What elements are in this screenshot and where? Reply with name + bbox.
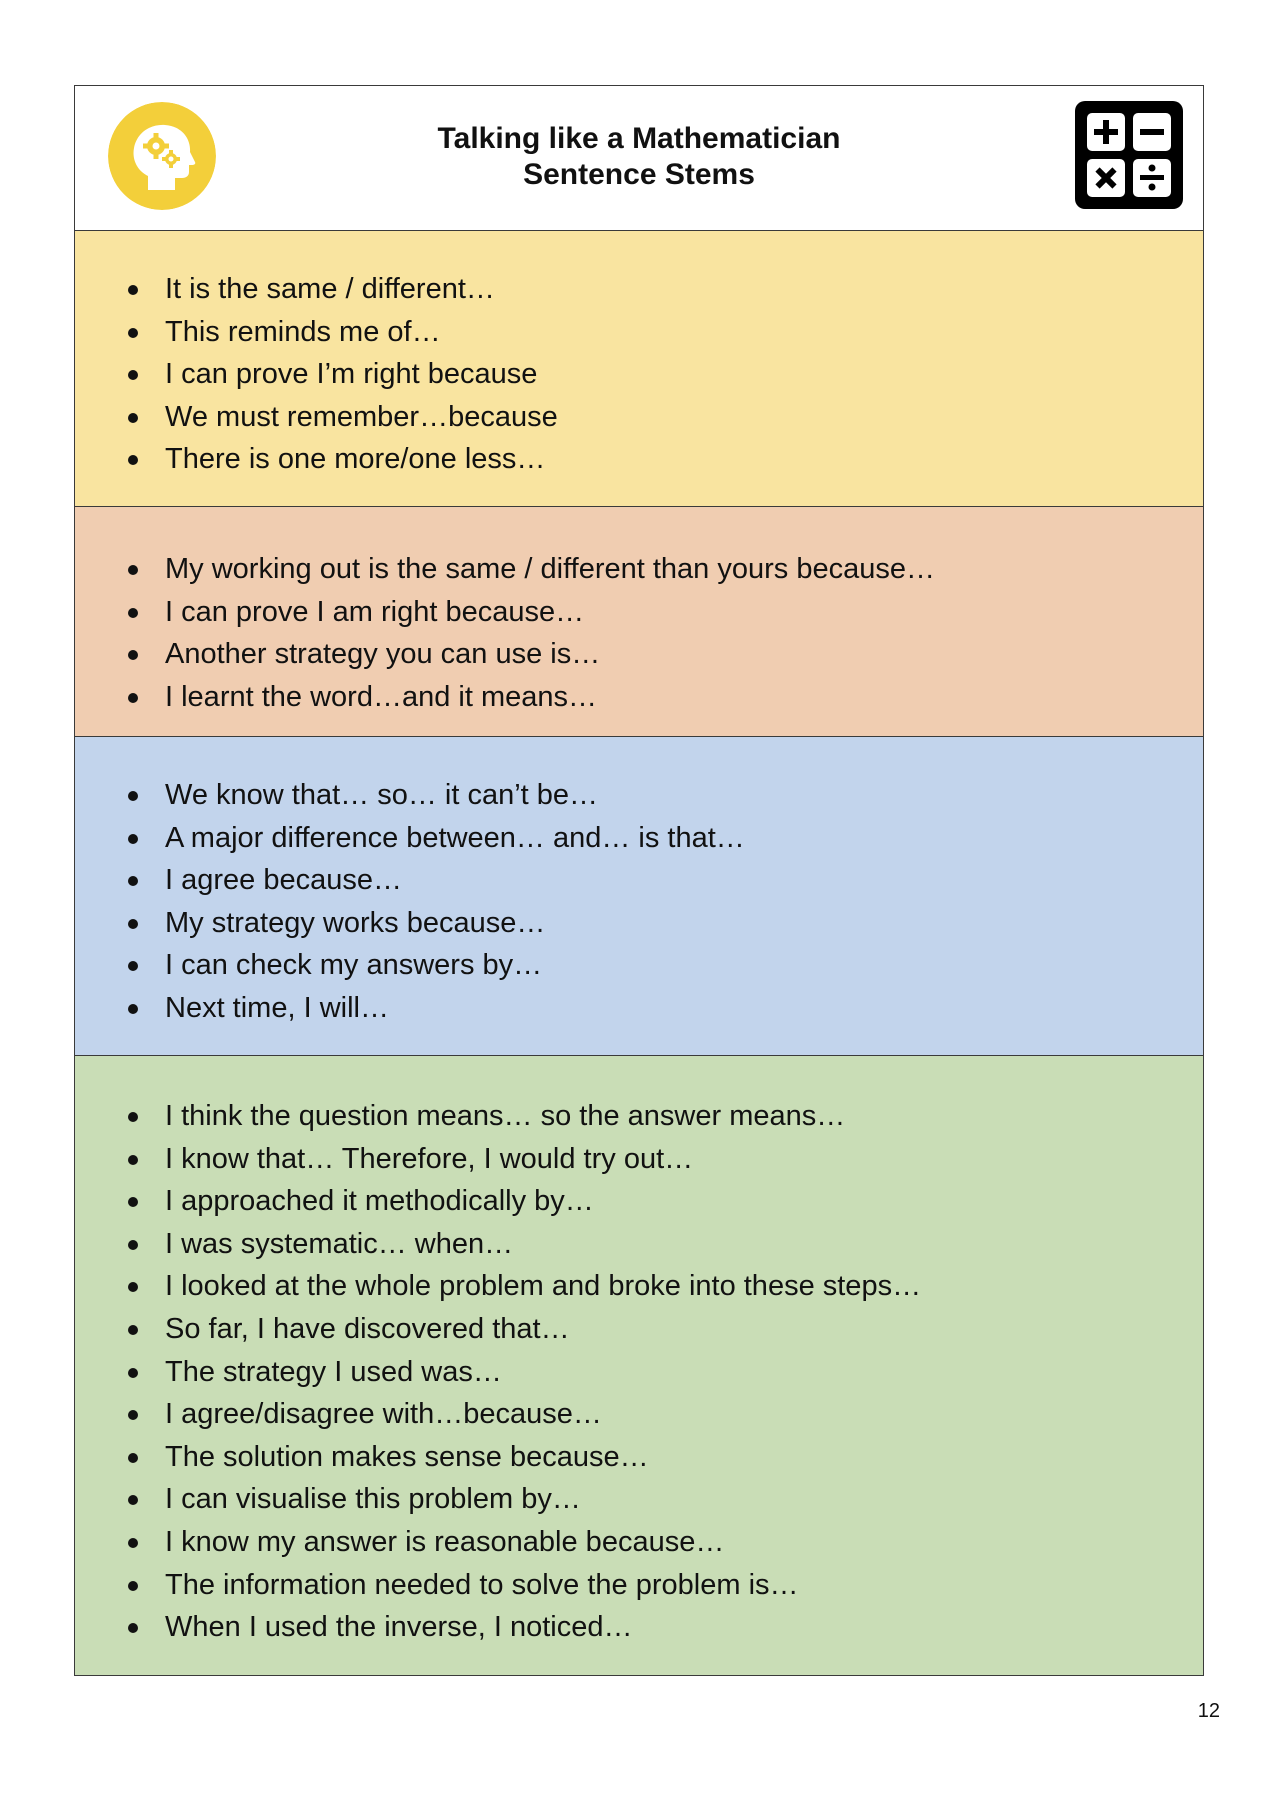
list-item: When I used the inverse, I noticed… (125, 1606, 1203, 1649)
list-item: My strategy works because… (125, 902, 1203, 945)
list-item: I know my answer is reasonable because… (125, 1521, 1203, 1564)
list-item: My working out is the same / different than yours because… (125, 548, 1203, 591)
list-item: I can prove I’m right because (125, 353, 1203, 396)
stem-list (125, 774, 1203, 1030)
stems-section-green (75, 1056, 1203, 1675)
list-item: There is one more/one less… (125, 438, 1203, 481)
list-item: I agree/disagree with…because… (125, 1393, 1203, 1436)
list-item: I approached it methodically by… (125, 1180, 1203, 1223)
stem-list (125, 1095, 1203, 1649)
list-item: I know that… Therefore, I would try out… (125, 1138, 1203, 1181)
list-item: I can check my answers by… (125, 944, 1203, 987)
list-item: This reminds me of… (125, 311, 1203, 354)
list-item: We must remember…because (125, 396, 1203, 439)
stem-list (125, 548, 1203, 718)
list-item: The solution makes sense because… (125, 1436, 1203, 1479)
card-header (75, 86, 1203, 231)
list-item: I agree because… (125, 859, 1203, 902)
calculator-operations-icon (1073, 99, 1185, 211)
stem-list (125, 268, 1203, 481)
list-item: A major difference between… and… is that… (125, 817, 1203, 860)
list-item: I learnt the word…and it means… (125, 676, 1203, 719)
list-item: Next time, I will… (125, 987, 1203, 1030)
list-item: I think the question means… so the answer means… (125, 1095, 1203, 1138)
list-item: I was systematic… when… (125, 1223, 1203, 1266)
stems-section-yellow (75, 231, 1203, 507)
list-item: The information needed to solve the problem is… (125, 1564, 1203, 1607)
list-item: Another strategy you can use is… (125, 633, 1203, 676)
list-item: It is the same / different… (125, 268, 1203, 311)
list-item: So far, I have discovered that… (125, 1308, 1203, 1351)
list-item: I can prove I am right because… (125, 591, 1203, 634)
list-item: The strategy I used was… (125, 1351, 1203, 1394)
stems-section-blue (75, 737, 1203, 1056)
page-title (75, 121, 1203, 193)
page-number: 12 (1197, 1700, 1220, 1722)
list-item: I can visualise this problem by… (125, 1478, 1203, 1521)
list-item: We know that… so… it can’t be… (125, 774, 1203, 817)
title-line-1: Talking like a Mathematician (437, 122, 841, 155)
title-line-2: Sentence Stems (523, 158, 755, 191)
stems-section-peach (75, 507, 1203, 737)
list-item: I looked at the whole problem and broke into these steps… (125, 1265, 1203, 1308)
sentence-stems-card (74, 85, 1204, 1676)
